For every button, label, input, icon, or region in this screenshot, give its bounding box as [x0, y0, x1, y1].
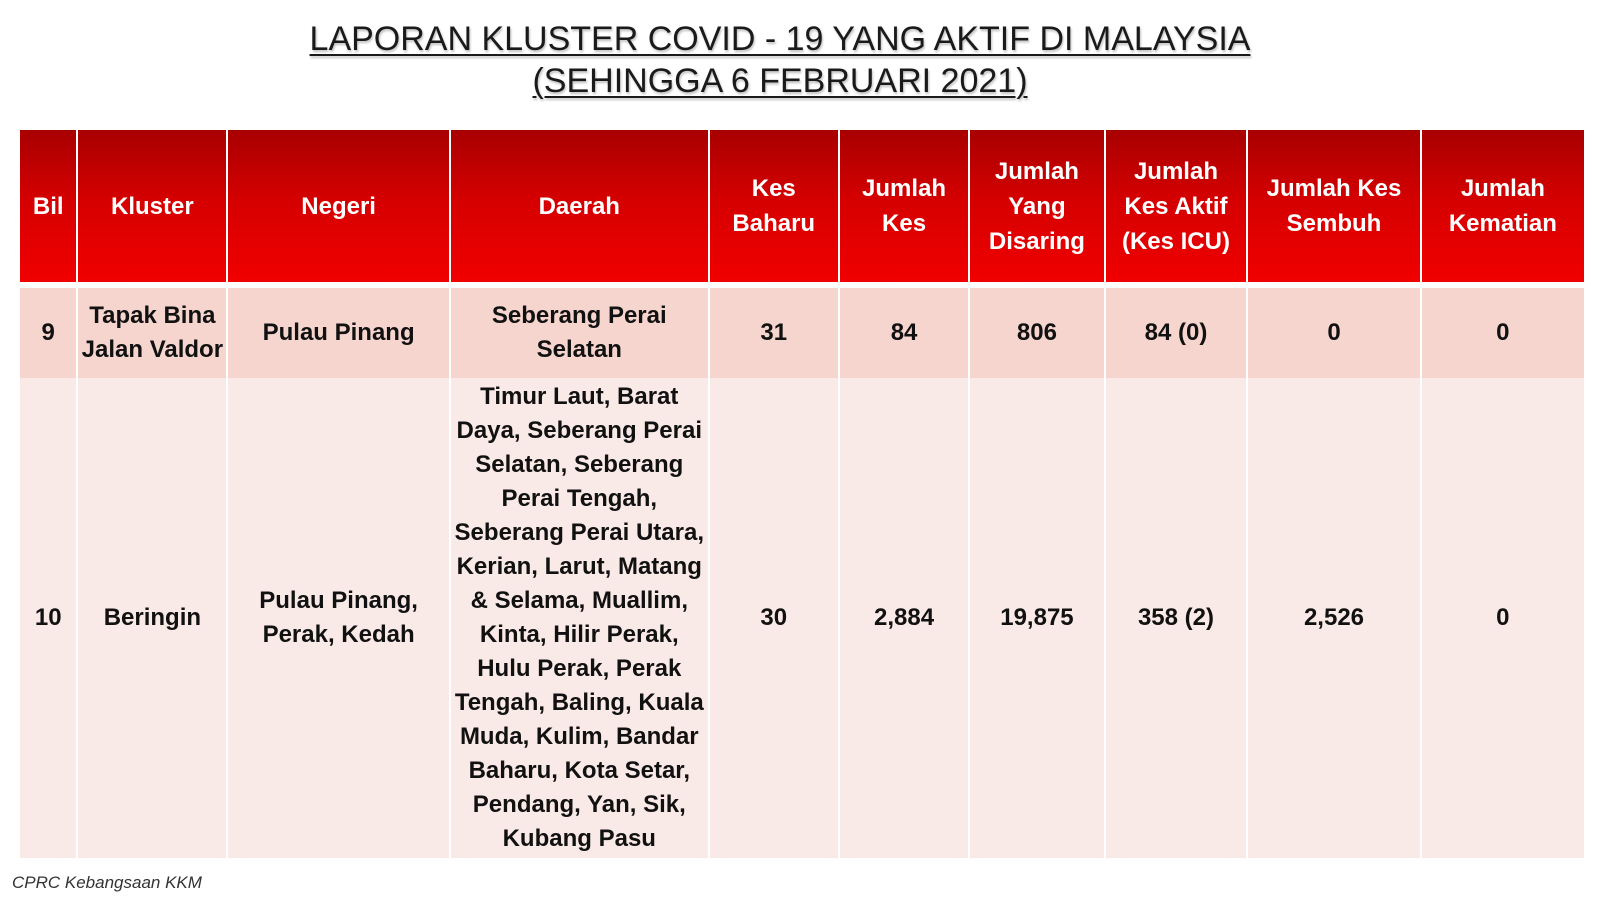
- cluster-table: [18, 130, 1586, 858]
- cell-negeri: Pulau Pinang: [228, 288, 449, 378]
- header-jumlah-disaring: Jumlah Yang Disaring: [970, 130, 1103, 288]
- header-jumlah-kematian: Jumlah Kematian: [1422, 130, 1584, 288]
- header-kes-baharu: Kes Baharu: [710, 130, 838, 288]
- cell-jumlah-kes-aktif: 358 (2): [1106, 378, 1247, 858]
- cell-jumlah-kematian: 0: [1422, 288, 1584, 378]
- cell-negeri: Pulau Pinang, Perak, Kedah: [228, 378, 449, 858]
- header-bil: Bil: [20, 130, 76, 288]
- header-negeri: Negeri: [228, 130, 449, 288]
- table-row: [20, 378, 1584, 858]
- cell-kes-baharu: 30: [710, 378, 838, 858]
- table-header-row: [20, 130, 1584, 288]
- cell-kluster: Tapak Bina Jalan Valdor: [78, 288, 226, 378]
- cell-daerah: Timur Laut, Barat Daya, Seberang Perai Selatan, Seberang Perai Tengah, Seberang Perai Utara, Kerian, Larut, Matang & Selama, Muallim, Kinta, Hilir Perak, Hulu Perak, Perak Tengah, Baling, Kuala Muda, Kulim, Bandar Baharu, Kota Setar, Pendang, Yan, Sik, Kubang Pasu: [451, 378, 708, 858]
- header-jumlah-kes-sembuh: Jumlah Kes Sembuh: [1248, 130, 1419, 288]
- source-footer: CPRC Kebangsaan KKM: [12, 873, 202, 892]
- cell-bil: 9: [20, 288, 76, 378]
- cell-bil: 10: [20, 378, 76, 858]
- cell-jumlah-kematian: 0: [1422, 378, 1584, 858]
- cell-daerah: Seberang Perai Selatan: [451, 288, 708, 378]
- header-jumlah-kes-aktif: Jumlah Kes Aktif (Kes ICU): [1106, 130, 1247, 288]
- title-line-2: (SEHINGGA 6 FEBRUARI 2021): [532, 62, 1028, 100]
- table-row: [20, 288, 1584, 378]
- cell-jumlah-kes-sembuh: 2,526: [1248, 378, 1419, 858]
- cell-kes-baharu: 31: [710, 288, 838, 378]
- cell-kluster: Beringin: [78, 378, 226, 858]
- cell-jumlah-kes: 84: [840, 288, 968, 378]
- cell-jumlah-kes-sembuh: 0: [1248, 288, 1419, 378]
- header-kluster: Kluster: [78, 130, 226, 288]
- cell-jumlah-kes: 2,884: [840, 378, 968, 858]
- cell-jumlah-kes-aktif: 84 (0): [1106, 288, 1247, 378]
- header-daerah: Daerah: [451, 130, 708, 288]
- title-line-1: LAPORAN KLUSTER COVID - 19 YANG AKTIF DI MALAYSIA: [309, 20, 1251, 58]
- cell-jumlah-disaring: 806: [970, 288, 1103, 378]
- cell-jumlah-disaring: 19,875: [970, 378, 1103, 858]
- header-jumlah-kes: Jumlah Kes: [840, 130, 968, 288]
- page-title: [0, 18, 1560, 102]
